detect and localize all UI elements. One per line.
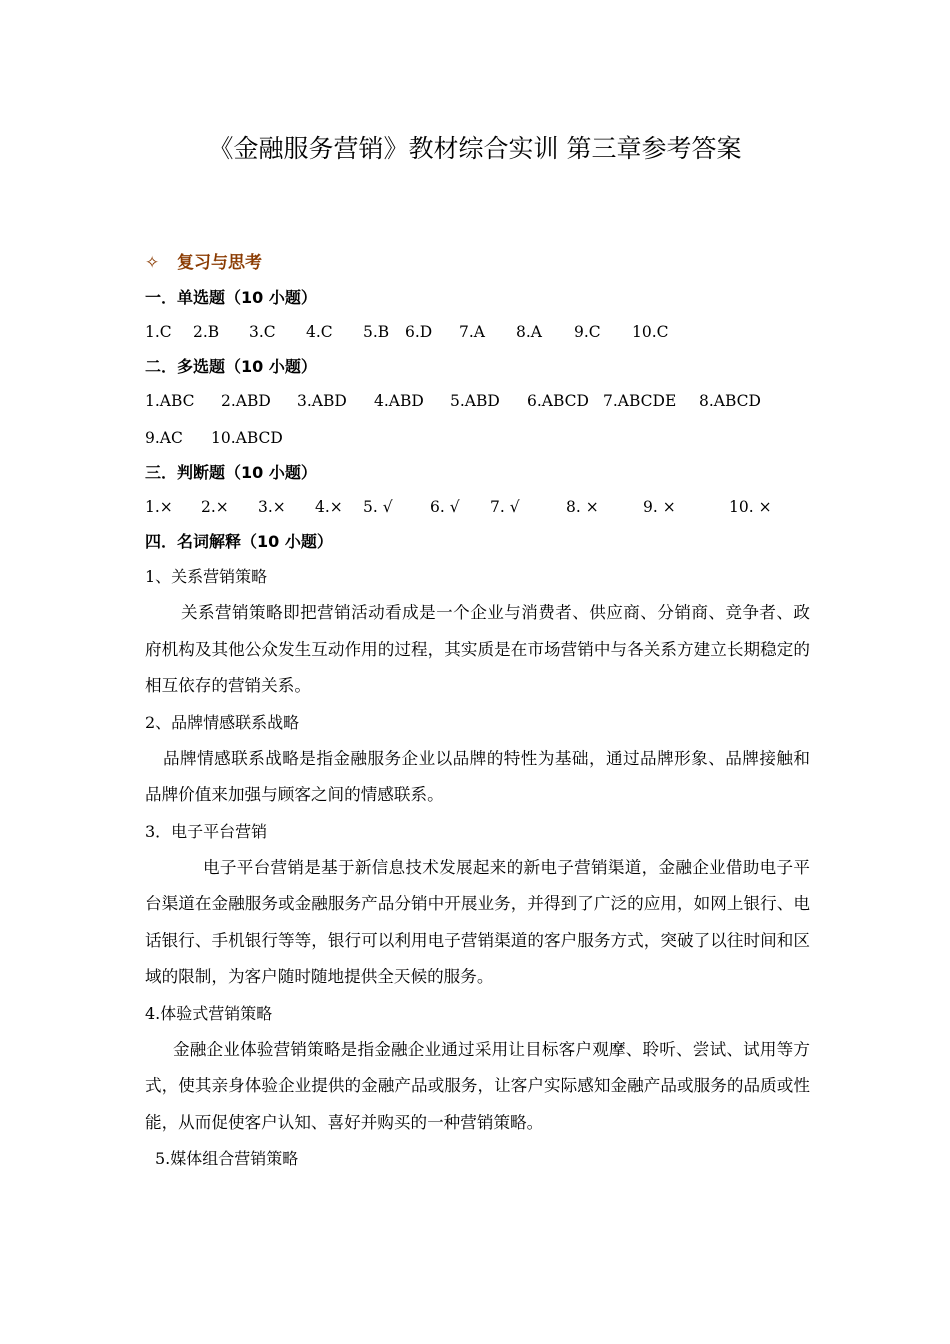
true-false-heading: 三．判断题（10 小题）: [145, 463, 317, 482]
review-section-heading: [145, 245, 810, 281]
term-definition: 电子平台营销是基于新信息技术发展起来的新电子营销渠道，金融企业借助电子平台渠道在金融服务或金融服务产品分销中开展业务，并得到了广泛的应用，如网上银行、电话银行、手机银行等等，银行可以利用电子营销渠道的客户服务方式，突破了以往时间和区域的限制，为客户随时随地提供全天候的服务。: [145, 857, 810, 986]
answer: 10.C: [632, 323, 669, 341]
answer: 4.ABD: [374, 392, 424, 410]
answer: 4.×: [315, 498, 343, 516]
answer: 2.ABD: [221, 392, 271, 410]
answer: 6. √: [430, 498, 460, 516]
answer: 7.ABCDE: [603, 392, 677, 410]
answer: 3.C: [249, 323, 276, 341]
review-label: 复习与思考: [177, 253, 262, 273]
answer: 6.D: [405, 323, 433, 341]
term-title: 2、品牌情感联系战略: [145, 712, 300, 732]
answer: 6.ABCD: [527, 392, 589, 410]
answer: 2.B: [193, 323, 220, 341]
answer: 1.×: [145, 498, 173, 516]
answer: 10.ABCD: [211, 429, 283, 447]
answer: 7. √: [490, 498, 520, 516]
term-title: 3．电子平台营销: [145, 821, 268, 841]
document-title: 《金融服务营销》教材综合实训 第三章参考答案: [208, 134, 742, 163]
answer: 9. ×: [643, 498, 676, 516]
answer: 5. √: [363, 498, 393, 516]
term-definition: 品牌情感联系战略是指金融服务企业以品牌的特性为基础，通过品牌形象、品牌接触和品牌价值来加强与顾客之间的情感联系。: [145, 748, 810, 804]
answer: 1.C: [145, 323, 172, 341]
answer: 2.×: [201, 498, 229, 516]
answer: 8.ABCD: [699, 392, 761, 410]
answer: 3.×: [258, 498, 286, 516]
answer: 5.B: [363, 323, 390, 341]
true-false-answers: [145, 490, 810, 525]
answer: 3.ABD: [297, 392, 347, 410]
answer: 10. ×: [729, 498, 772, 516]
answer: 9.C: [574, 323, 601, 341]
term-title: 4.体验式营销策略: [145, 1003, 273, 1023]
answer: 9.AC: [145, 429, 183, 447]
term-title: 1、关系营销策略: [145, 567, 268, 586]
term-definition: 关系营销策略即把营销活动看成是一个企业与消费者、供应商、分销商、竞争者、政府机构及其他公众发生互动作用的过程，其实质是在市场营销中与各关系方建立长期稳定的相互依存的营销关系。: [145, 603, 810, 695]
multi-choice-heading: 二．多选题（10 小题）: [145, 357, 317, 376]
answer: 5.ABD: [450, 392, 500, 410]
answer: 8.A: [516, 323, 542, 341]
single-choice-answers: [145, 315, 810, 350]
document-body: [145, 245, 810, 1177]
multi-choice-answers-line1: [145, 384, 810, 419]
term-title: 5.媒体组合营销策略: [155, 1149, 299, 1168]
answer: 4.C: [306, 323, 333, 341]
answer: 1.ABC: [145, 392, 195, 410]
answer: 7.A: [459, 323, 485, 341]
multi-choice-answers-line2: [145, 421, 810, 456]
terms-heading: 四．名词解释（10 小题）: [145, 532, 333, 551]
term-definition: 金融企业体验营销策略是指金融企业通过采用让目标客户观摩、聆听、尝试、试用等方式，使其亲身体验企业提供的金融产品或服务，让客户实际感知金融产品或服务的品质或性能，从而促使客户认知、喜好并购买的一种营销策略。: [145, 1039, 810, 1132]
answer: 8. ×: [566, 498, 599, 516]
single-choice-heading: 一．单选题（10 小题）: [145, 288, 317, 307]
sparkle-icon: ✧: [145, 253, 160, 273]
